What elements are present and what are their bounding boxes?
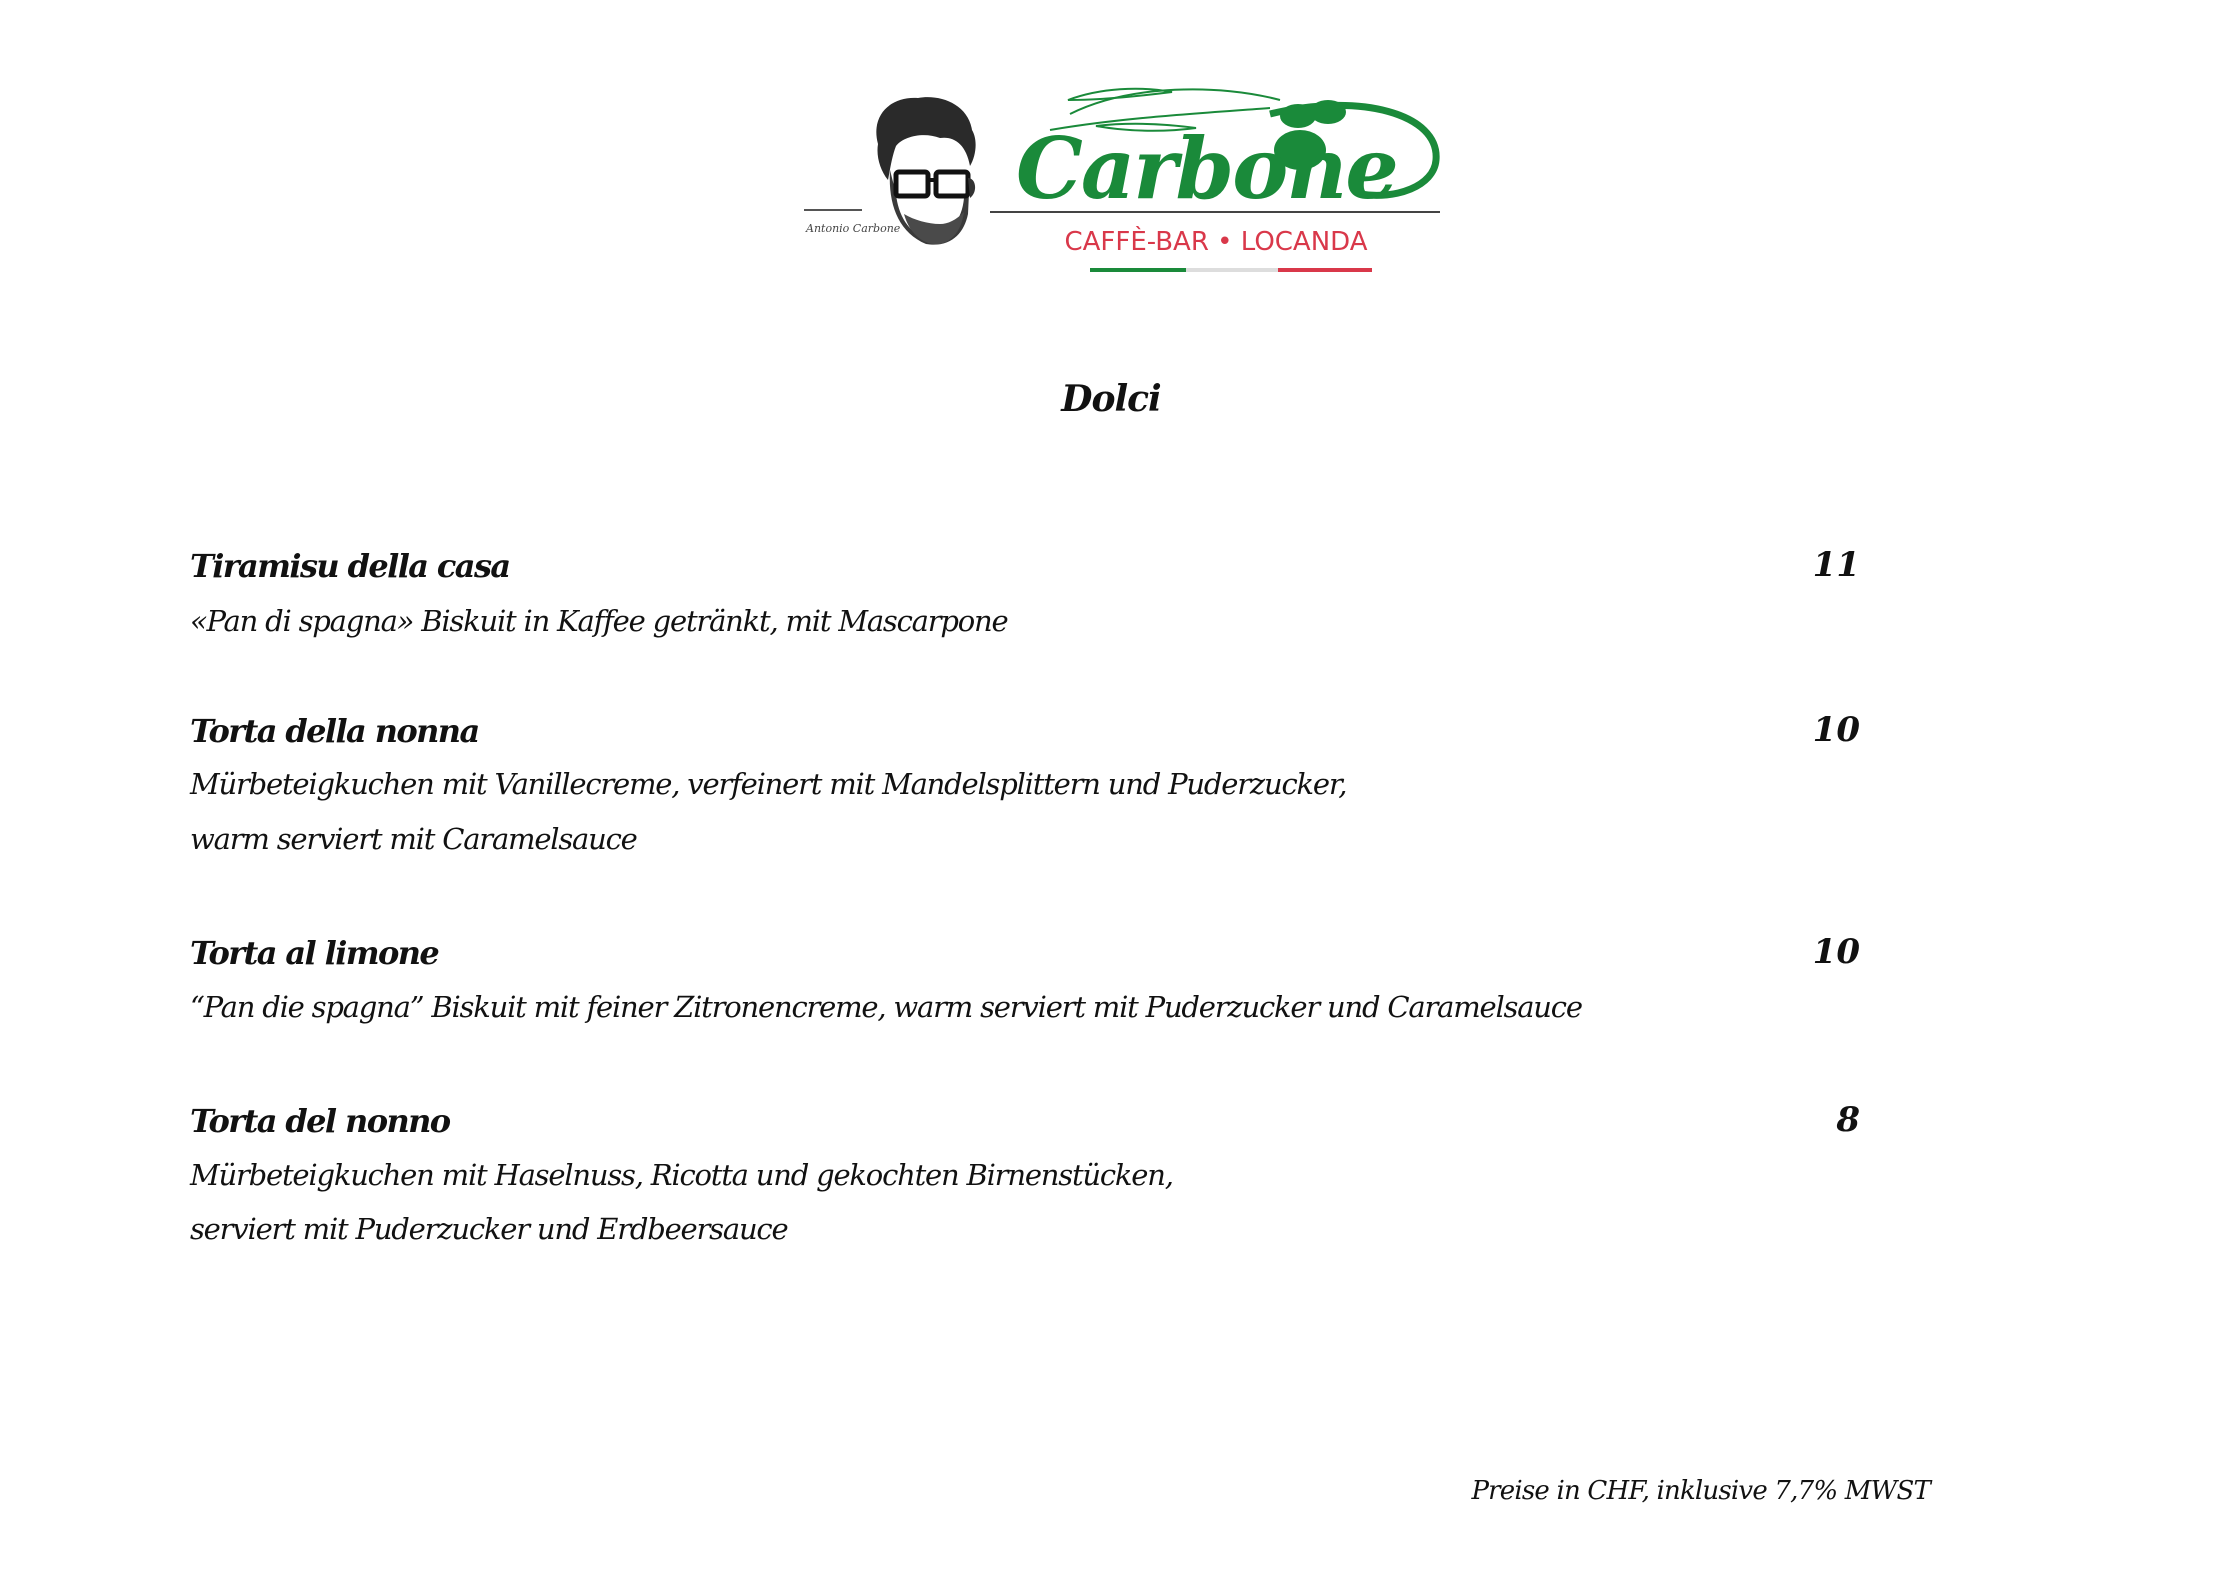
menu-item-name: Torta al limone — [190, 934, 439, 972]
menu-item-name: Torta della nonna — [190, 712, 479, 750]
menu-item-name: Tiramisu della casa — [190, 547, 510, 585]
menu-item-description: Mürbeteigkuchen mit Vanillecreme, verfeinert mit Mandelsplittern und Puderzucker, — [190, 767, 1347, 801]
menu-item-description: “Pan die spagna” Biskuit mit feiner Zitronencreme, warm serviert mit Puderzucker und Caramelsauce — [190, 990, 1582, 1024]
menu-item-price: 10 — [1812, 710, 1860, 750]
menu-item-description: warm serviert mit Caramelsauce — [190, 822, 637, 856]
carbone-logo — [800, 74, 1450, 294]
menu-item-name: Torta del nonno — [190, 1102, 450, 1140]
menu-item-price: 8 — [1836, 1100, 1860, 1140]
price-note: Preise in CHF, inklusive 7,7% MWST — [1471, 1476, 1930, 1506]
menu-item-price: 11 — [1812, 545, 1860, 585]
menu-item-description: Mürbeteigkuchen mit Haselnuss, Ricotta und gekochten Birnenstücken, — [190, 1158, 1173, 1192]
logo-tagline: CAFFÈ-BAR • LOCANDA — [1064, 227, 1368, 257]
logo-signature: Antonio Carbone — [806, 222, 901, 235]
section-title: Dolci — [1061, 378, 1161, 420]
menu-item-description: «Pan di spagna» Biskuit in Kaffee getränkt, mit Mascarpone — [190, 604, 1008, 638]
menu-item-description: serviert mit Puderzucker und Erdbeersauce — [190, 1212, 788, 1246]
logo-wordmark: Carbone — [1016, 119, 1397, 218]
menu-item-price: 10 — [1812, 932, 1860, 972]
